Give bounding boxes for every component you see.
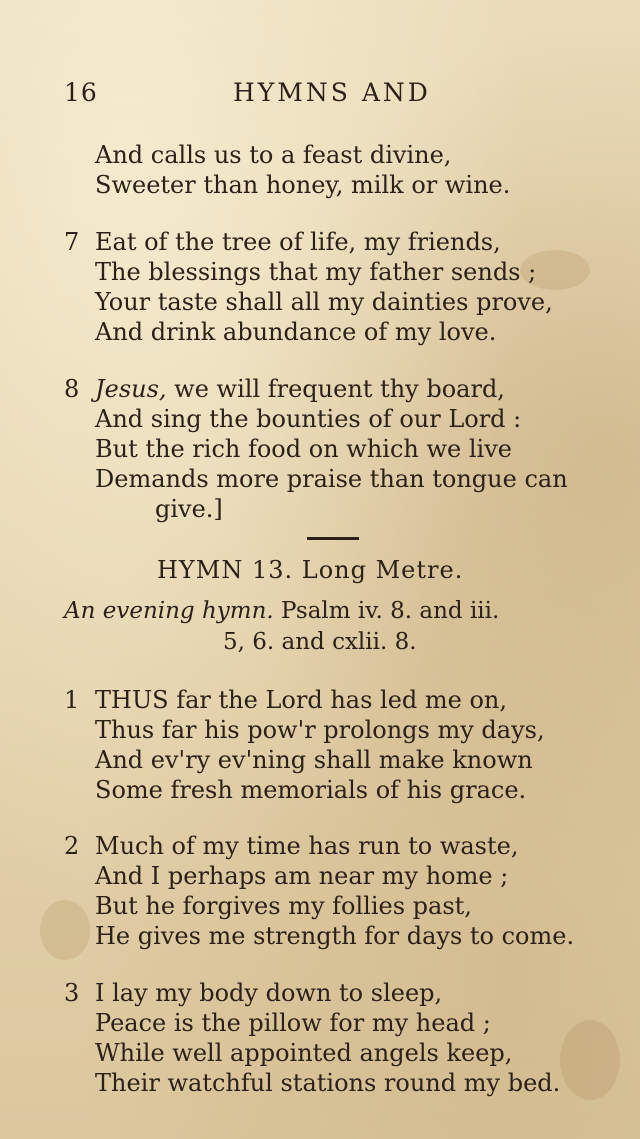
- page-number: 16: [64, 78, 98, 107]
- verse-line: And ev'ry ev'ning shall make known: [95, 746, 533, 774]
- verse-line: THUS far the Lord has led me on,: [95, 686, 508, 714]
- hymn-subtitle: [64, 598, 499, 624]
- verse-line: And I perhaps am near my home ;: [95, 862, 509, 890]
- verse-line: But the rich food on which we live: [95, 435, 512, 463]
- verse-line: Your taste shall all my dainties prove,: [95, 288, 553, 316]
- verse-line: Eat of the tree of life, my friends,: [95, 228, 501, 256]
- verse-line: And calls us to a feast divine,: [95, 141, 452, 169]
- hymn-subtitle-line2: 5, 6. and cxlii. 8.: [223, 629, 417, 655]
- verse-line: Demands more praise than tongue can: [95, 465, 568, 493]
- verse-line: Their watchful stations round my bed.: [95, 1069, 561, 1097]
- verse-line: The blessings that my father sends ;: [95, 258, 537, 286]
- verse-line: He gives me strength for days to come.: [95, 922, 575, 950]
- running-head: HYMNS AND: [233, 78, 431, 107]
- verse-line: And sing the bounties of our Lord :: [95, 405, 522, 433]
- stanza-number: 1: [64, 686, 80, 714]
- hymn-title: HYMN 13. Long Metre.: [157, 556, 464, 584]
- verse-line: [95, 374, 505, 404]
- italic-word: Jesus,: [95, 375, 167, 403]
- verse-line: Much of my time has run to waste,: [95, 832, 519, 860]
- verse-line: give.]: [155, 495, 223, 523]
- verse-line: But he forgives my follies past,: [95, 892, 472, 920]
- foxing-stain: [560, 1020, 620, 1100]
- verse-line: Sweeter than honey, milk or wine.: [95, 171, 511, 199]
- stanza-number: 2: [64, 832, 80, 860]
- stanza-number: 8: [64, 375, 80, 403]
- section-divider: [307, 537, 359, 540]
- foxing-stain: [40, 900, 90, 960]
- verse-line: Peace is the pillow for my head ;: [95, 1009, 491, 1037]
- verse-line-rest: we will frequent thy board,: [166, 375, 505, 403]
- stanza-number: 3: [64, 979, 80, 1007]
- verse-line: And drink abundance of my love.: [95, 318, 497, 346]
- hymn-subtitle-italic: An evening hymn.: [64, 598, 274, 624]
- verse-line: I lay my body down to sleep,: [95, 979, 443, 1007]
- verse-line: Thus far his pow'r prolongs my days,: [95, 716, 545, 744]
- stanza-number: 7: [64, 228, 80, 256]
- page-header: [0, 78, 640, 112]
- verse-line: While well appointed angels keep,: [95, 1039, 513, 1067]
- hymn-subtitle-rest: Psalm iv. 8. and iii.: [273, 598, 500, 624]
- verse-line: Some fresh memorials of his grace.: [95, 776, 527, 804]
